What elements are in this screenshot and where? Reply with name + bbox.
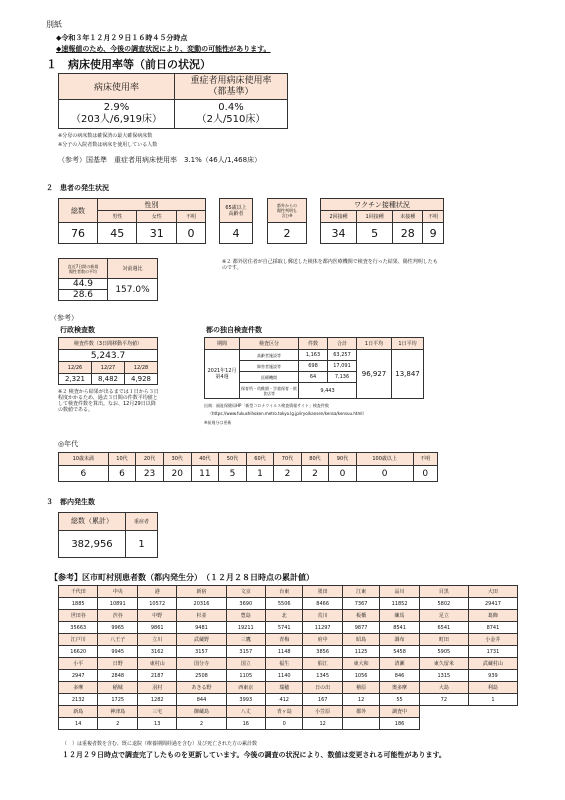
period-head: 期間 [205,338,240,350]
municipality-name: 三宅 [137,706,176,718]
municipality-count: 5458 [380,646,419,658]
municipality-name: 多摩 [59,682,98,694]
category-3-count: 64 [299,372,328,383]
outside-head: 都外からの 陽性判明も 含む※ [268,199,307,223]
elderly-head: 65歳以上 高齢者 [220,199,253,223]
count-2: 8,482 [92,374,125,385]
vax0-value: 28 [393,223,423,244]
municipality-name: 荒川 [303,610,342,622]
municipality-name: 葛飾 [468,610,517,622]
age-value-11: 0 [413,466,438,482]
municipality-count: 29417 [468,598,517,610]
age-value-9: 0 [329,466,357,482]
age-value-1: 6 [108,466,136,482]
age-value-2: 23 [136,466,164,482]
admin-test-head: 検査件数（3日間移動平均値） [59,338,158,350]
age-head-10: 100歳以上 [356,453,413,466]
municipality-count: 5741 [266,622,303,634]
municipality-name: 青梅 [266,634,303,646]
avg-head: 直近7日間の新規 陽性者数の平均 [59,259,108,279]
municipality-name: 江東 [342,586,379,598]
municipality-count: 1885 [59,598,98,610]
age-head-0: 10歳未満 [59,453,109,466]
sec1-footnote-2: ※分子の入院者数は病床を使用している人数 [58,142,158,148]
tokyo-test-table [204,337,424,399]
municipality-count: 12 [342,694,379,706]
unknown-head: 不明 [176,211,205,223]
age-value-7: 2 [274,466,302,482]
vaccine-head: ワクチン接種状況 [321,199,444,211]
municipality-count: 3157 [226,646,265,658]
count-head: 件数 [299,338,328,350]
municipality-count: 10572 [137,598,176,610]
category-2: 障害者施設等 [240,361,299,372]
category-2-count: 698 [299,361,328,372]
municipality-name: 日の出 [303,682,342,694]
municipality-name: 羽村 [137,682,176,694]
municipality-name: 練馬 [380,610,419,622]
municipality-count: 2187 [137,670,176,682]
age-head-5: 50代 [219,453,247,466]
municipality-count: 2947 [59,670,98,682]
municipality-count: 1105 [226,670,265,682]
municipality-name: 中央 [98,586,137,598]
municipality-name: 千代田 [59,586,98,598]
sec1-reference: （参考）国基準 重症者用病床使用率 3.1%（46人/1,468床） [58,156,262,164]
municipality-footnote-1: （ ）は重複者数を含む、既に退院（療養期間経過を含む）及び死亡された方の累計数 [62,741,258,747]
source-line-2: （https://www.fukushihoken.metro.tokyo.lg.jp/iryo/kansen/kensa/kensuu.html） [208,411,367,416]
municipality-name: 目黒 [419,586,468,598]
cumulative-table [58,512,158,558]
vax2-head: 2回接種 [321,211,357,223]
municipality-count: 1282 [137,694,176,706]
municipality-name: 板橋 [342,610,379,622]
municipality-count: 11852 [380,598,419,610]
municipality-count: 9945 [98,646,137,658]
municipality-count: 14 [59,718,98,730]
weekly-head: 合計 [328,338,357,350]
tokyo-test-title: 都の独自検査件数 [206,326,262,334]
municipality-name: 檜原 [342,682,379,694]
municipality-count: 1148 [266,646,303,658]
severe-head: 重症者 [126,513,158,531]
municipality-name: 青ヶ島 [266,706,303,718]
municipality-name: 新宿 [177,586,226,598]
category-head: 検査区分 [240,338,299,350]
ref-label: （参考） [50,314,78,322]
municipality-count: 1315 [419,670,468,682]
municipality-name: 稲城 [98,682,137,694]
municipality-count: 10891 [98,598,137,610]
period-value: 2021年12月第4週 [205,350,240,399]
daily-average-value: 13,847 [392,350,424,399]
date-2: 12/27 [92,362,125,374]
municipality-name: 調布 [380,634,419,646]
municipality-name: 神津島 [98,706,137,718]
municipality-name: 奥多摩 [380,682,419,694]
municipality-name: 北 [266,610,303,622]
bed-usage-head: 病床使用率 [59,74,175,100]
municipality-count: 1345 [303,670,342,682]
municipality-count: 6541 [419,622,468,634]
severe-bed-usage-head: 重症者用病床使用率 （都基準） [175,74,288,100]
municipality-name: 利島 [468,682,517,694]
category-4-weekly: 9,443 [299,383,357,399]
vax1-head: 1回接種 [357,211,393,223]
municipality-name: 御蔵島 [177,706,226,718]
category-1-weekly: 63,257 [328,350,357,361]
municipality-count: 5506 [266,598,303,610]
municipality-name: 江戸川 [59,634,98,646]
municipality-name: 足立 [419,610,468,622]
male-value: 45 [98,223,137,244]
sec1-footnote-1: ※分母の病床数は確保済の最大確保病床数 [58,133,153,139]
bed-usage-table [58,73,288,129]
municipality-name: 小笠原 [303,706,342,718]
admin-test-note: ※２ 検査から結果が出るまでは１日から３日程度かかるため、過去３日間の件数平均値として検査件数を算出。なお、12月29日以降の数値である。 [58,389,159,413]
sum-head: 1日平均 [357,338,392,350]
municipality-name: 国分寺 [177,658,226,670]
patient-sex-table [58,198,206,244]
age-head-3: 30代 [163,453,191,466]
age-table [58,452,438,482]
doc-label: 別紙 [46,20,62,29]
admin-test-table [58,337,158,385]
municipality-name: 豊島 [226,610,265,622]
total-value: 76 [59,223,98,244]
municipality-name: 東村山 [137,658,176,670]
count-1: 2,321 [59,374,92,385]
severe-bed-usage-value: 0.4% （2人/510床） [175,100,288,129]
municipality-count: 3993 [226,694,265,706]
municipality-name: 大田 [468,586,517,598]
category-2-weekly: 17,091 [328,361,357,372]
municipality-name: 東大和 [342,658,379,670]
age-head-1: 10代 [108,453,136,466]
sec2-note: ※２ 都外居住者が自己採取し郵送した検体を都内医療機関で検査を行った結果、陽性判明したものです。 [222,259,438,271]
municipality-name: 武蔵野 [177,634,226,646]
municipality-name: 港 [137,586,176,598]
category-3-weekly: 7,136 [328,372,357,383]
sec1-title: １ 病床使用率等（前日の状況） [46,58,211,71]
municipality-count: 5802 [419,598,468,610]
age-value-5: 5 [219,466,247,482]
age-head-8: 80代 [301,453,329,466]
avg-values: 44.9 28.6 [59,279,108,301]
municipality-count [342,718,379,730]
municipality-name: 八丈 [226,706,265,718]
municipality-name: 西東京 [226,682,265,694]
vax1-value: 5 [357,223,393,244]
date-1: 12/26 [59,362,92,374]
vax0-head: 未接種 [393,211,423,223]
municipality-name: 台東 [266,586,303,598]
age-value-6: 1 [246,466,274,482]
outside-value: 2 [268,223,307,244]
municipality-name: 調査中 [380,706,419,718]
municipality-count: 16 [226,718,265,730]
category-3: 医療機関 [240,372,299,383]
municipality-count: 0 [266,718,303,730]
municipality-count: 1056 [342,670,379,682]
municipality-count: 2848 [98,670,137,682]
age-value-10: 0 [356,466,413,482]
cumulative-value: 382,956 [59,531,126,558]
unknown-value: 0 [176,223,205,244]
elderly-table [219,198,253,244]
admin-test-average: 5,243.7 [59,350,158,362]
municipality-name: 国立 [226,658,265,670]
municipality-name: 新島 [59,706,98,718]
municipality-count: 844 [177,694,226,706]
municipality-count: 3690 [226,598,265,610]
municipality-count: 13 [137,718,176,730]
source-line-3: ※前週分は更新 [204,420,232,425]
municipality-name: 世田谷 [59,610,98,622]
age-title: ◎年代 [58,440,79,448]
municipality-name: 都外 [342,706,379,718]
municipality-name: 瑞穂 [266,682,303,694]
municipality-count: 1731 [468,646,517,658]
vaccine-table [320,198,444,244]
municipality-count: 186 [380,718,419,730]
municipality-count: 55 [380,694,419,706]
municipality-name: 昭島 [342,634,379,646]
municipality-name: 狛江 [303,658,342,670]
municipality-name: 品川 [380,586,419,598]
age-value-8: 2 [301,466,329,482]
municipality-table [58,585,518,730]
municipality-count: 3162 [137,646,176,658]
bed-usage-value: 2.9% （203人/6,919床） [59,100,175,129]
municipality-count: 8466 [303,598,342,610]
municipality-count: 12 [303,718,342,730]
municipality-name: 三鷹 [226,634,265,646]
category-1: 高齢者施設等 [240,350,299,361]
age-head-2: 20代 [136,453,164,466]
daily-head: 1日平均 [392,338,424,350]
municipality-name: 八王子 [98,634,137,646]
municipality-count: 2 [98,718,137,730]
outside-table [267,198,307,244]
municipality-count: 9481 [177,622,226,634]
age-head-7: 70代 [274,453,302,466]
municipality-count: 1725 [98,694,137,706]
vaxu-value: 9 [423,223,444,244]
municipality-name: 町田 [419,634,468,646]
male-head: 男性 [98,211,137,223]
municipality-count: 11297 [303,622,342,634]
total-value: 96,927 [357,350,392,399]
municipality-name: 小金井 [468,634,517,646]
source-line-1: 出典：福祉保健局HP「新型コロナウイルス検査情報サイト」検査件数 [204,403,329,408]
category-1-count: 1,163 [299,350,328,361]
timestamp-note: ◆令和３年１２月２９日１６時４５分時点 [56,34,188,42]
municipality-count: 9861 [137,622,176,634]
vaxu-head: 不明 [423,211,444,223]
municipality-count: 5905 [419,646,468,658]
municipality-count: 19211 [226,622,265,634]
municipality-name: 清瀬 [380,658,419,670]
municipality-count: 1125 [342,646,379,658]
municipality-footnote-2: １２月２９日時点で調査完了したものを更新しています。今後の調査の状況により、数値は変更される可能性があります。 [62,751,446,759]
municipality-name: 日野 [98,658,137,670]
age-head-4: 40代 [191,453,219,466]
municipality-title: 【参考】区市町村別患者数（都内発生分） （１２月２８日時点の累計値） [50,573,314,582]
age-head-9: 90代 [329,453,357,466]
municipality-name: あきる野 [177,682,226,694]
vax2-value: 34 [321,223,357,244]
municipality-count: 72 [419,694,468,706]
municipality-count: 8541 [380,622,419,634]
municipality-name: 小平 [59,658,98,670]
municipality-count: 2508 [177,670,226,682]
total-head: 総数 [59,199,98,223]
female-head: 女性 [137,211,176,223]
municipality-count: 8741 [468,622,517,634]
municipality-count: 846 [380,670,419,682]
municipality-count: 1 [468,694,517,706]
municipality-name: 立川 [137,634,176,646]
municipality-count: 20316 [177,598,226,610]
age-head-6: 60代 [246,453,274,466]
municipality-name: 東久留米 [419,658,468,670]
municipality-name: 墨田 [303,586,342,598]
municipality-name: 府中 [303,634,342,646]
municipality-name: 武蔵村山 [468,658,517,670]
municipality-count: 7367 [342,598,379,610]
municipality-name: 渋谷 [98,610,137,622]
count-3: 4,928 [125,374,158,385]
municipality-count: 35663 [59,622,98,634]
municipality-name: 杉並 [177,610,226,622]
municipality-count: 412 [266,694,303,706]
municipality-count: 2132 [59,694,98,706]
age-head-11: 不明 [413,453,438,466]
municipality-count: 9877 [342,622,379,634]
sec3-title: ３ 都内発生数 [46,498,95,506]
ratio-value: 157.0% [108,279,158,301]
age-value-4: 11 [191,466,219,482]
age-value-0: 6 [59,466,109,482]
municipality-name: 福生 [266,658,303,670]
cumulative-head: 総数（累計） [59,513,126,531]
severe-value: 1 [126,531,158,558]
municipality-count: 1140 [266,670,303,682]
preliminary-note: ◆速報値のため、今後の調査状況により、変動の可能性があります。 [56,45,271,53]
municipality-count: 3157 [177,646,226,658]
municipality-name: 中野 [137,610,176,622]
sec2-title: ２ 患者の発生状況 [46,184,109,192]
municipality-count: 16620 [59,646,98,658]
elderly-value: 4 [220,223,253,244]
category-4: 保育所・幼稚園・学童保育・飲食店等 [240,383,299,399]
municipality-name: 大島 [419,682,468,694]
municipality-count: 167 [303,694,342,706]
sex-head: 性別 [98,199,206,211]
municipality-count: 9965 [98,622,137,634]
age-value-3: 20 [163,466,191,482]
female-value: 31 [137,223,176,244]
admin-test-title: 行政検査数 [60,326,95,334]
municipality-count: 3856 [303,646,342,658]
weekly-average-table [58,258,158,301]
ratio-head: 対前週比 [108,259,158,279]
date-3: 12/28 [125,362,158,374]
municipality-count: 2 [177,718,226,730]
municipality-count: 939 [468,670,517,682]
municipality-name: 文京 [226,586,265,598]
